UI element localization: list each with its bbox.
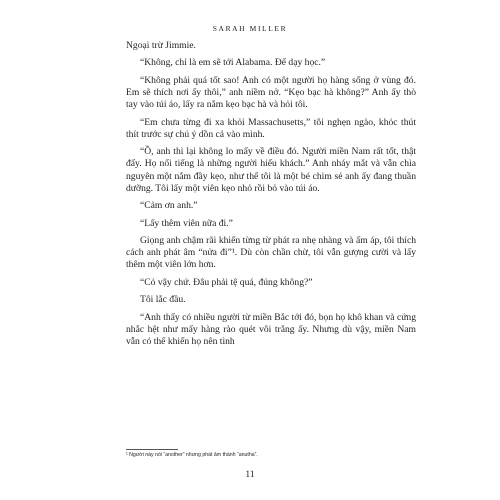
running-head: SARAH MILLER bbox=[212, 24, 288, 33]
footnote-rule bbox=[126, 449, 178, 450]
paragraph: “Không, chỉ là em sẽ tới Alabama. Để dạy học.” bbox=[140, 57, 326, 69]
paragraph: “Không phải quá tốt sao! Anh có một người họ hàng sống ở vùng đó. Em sẽ thích nơi ấy thôi,” anh niềm nở. “Kẹo bạc hà không?” Anh ấy thò tay vào túi áo, lấy ra nắm kẹo bạc hà và hỏi tôi. bbox=[126, 74, 416, 111]
footnote: ¹ Người này nói “another” nhưng phát âm thành “anutha”. bbox=[126, 452, 258, 458]
paragraph: “Ồ, anh thì lại không lo mấy về điều đó. Người miền Nam rất tốt, thật đấy. Họ nổi tiếng là những người hiếu khách.” Anh nháy mắt và vẫn chìa nguyên một nắm đầy kẹo, như thể tôi là một bé chim sẻ anh ấy đang thuần dưỡng. Tôi lấy một viên kẹo nhỏ rồi bỏ vào túi áo. bbox=[126, 146, 416, 194]
paragraph: “Anh thấy có nhiều người từ miền Bắc tới đó, bọn họ khô khan và cứng nhắc hệt như mấy hàng rào quét vôi trắng ấy. Nhưng dù vậy, miền Nam vẫn có thể khiến họ nên tình bbox=[126, 311, 416, 347]
paragraph: Giọng anh chậm rãi khiến từng từ phát ra nhẹ nhàng và ấm áp, tôi thích cách anh phát âm “nửa đi”¹. Dù còn chần chừ, tôi vẫn gượng cười và lấy thêm một viên lớn hơn. bbox=[126, 234, 416, 271]
paragraph: “Lấy thêm viên nữa đi.” bbox=[140, 217, 233, 229]
paragraph: Ngoại trừ Jimmie. bbox=[126, 40, 196, 51]
paragraph: “Cảm ơn anh.” bbox=[140, 200, 198, 212]
page-number: 11 bbox=[245, 470, 255, 480]
paragraph: “Em chưa từng đi xa khỏi Massachusetts,” tôi nghẹn ngào, khóc thút thít trước sự chú ý dồn cả vào mình. bbox=[126, 116, 416, 140]
body-text bbox=[126, 40, 416, 353]
paragraph: “Có vậy chứ. Đâu phải tệ quá, đúng không?” bbox=[140, 276, 313, 288]
paragraph: Tôi lắc đầu. bbox=[140, 294, 186, 306]
